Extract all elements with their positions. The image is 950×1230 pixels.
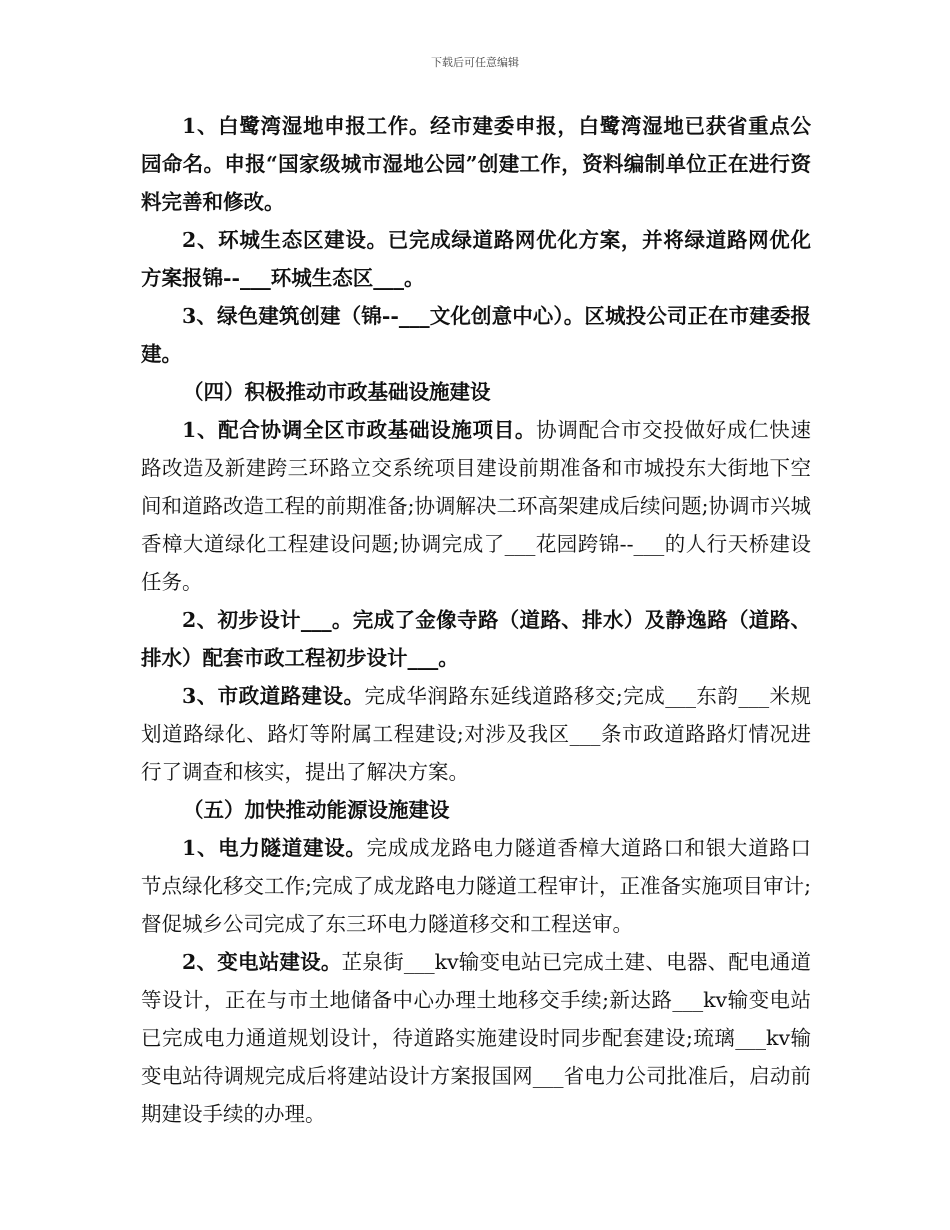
- paragraph-ring-ecological-zone: 2、环城生态区建设。已完成绿道路网优化方案，并将绿道路网优化方案报锦--___环城生态区___。: [141, 228, 811, 290]
- paragraph-green-building: 3、绿色建筑创建（锦--___文化创意中心）。区城投公司正在市建委报建。: [141, 304, 811, 366]
- paragraph-lead: 3、市政道路建设。: [182, 684, 365, 708]
- paragraph-lead: 1、电力隧道建设。: [182, 836, 367, 860]
- section-heading-municipal-infrastructure: （四）积极推动市政基础设施建设: [183, 380, 491, 404]
- paragraph-wetland-application: 1、白鹭湾湿地申报工作。经市建委申报，白鹭湾湿地已获省重点公园命名。申报“国家级城市湿地公园”创建工作，资料编制单位正在进行资料完善和修改。: [141, 114, 811, 214]
- paragraph-body: 芷泉街___kv输变电站已完成土建、电器、配电通道等设计，正在与市土地储备中心办理土地移交手续;新达路___kv输变电站已完成电力通道规划设计，待道路实施建设时同步配套建设;琉璃___kv输变电站待调规完成后将建站设计方案报国网___省电力公司批准后，启动前期建设手续的办理。: [141, 950, 811, 1126]
- page-header: 下载后可任意编辑: [431, 56, 519, 69]
- paragraph-body: 完成华润路东延线道路移交;完成___东韵___米规划道路绿化、路灯等附属工程建设;对涉及我区___条市政道路路灯情况进行了调查和核实，提出了解决方案。: [141, 684, 812, 784]
- paragraph-preliminary-design: 2、初步设计___。完成了金像寺路（道路、排水）及静逸路（道路、排水）配套市政工程初步设计___。: [141, 608, 811, 670]
- section-heading-energy-infrastructure: （五）加快推动能源设施建设: [183, 798, 450, 822]
- paragraph-power-tunnel: [141, 829, 811, 943]
- paragraph-lead: 2、变电站建设。: [182, 950, 342, 974]
- paragraph-body: 完成成龙路电力隧道香樟大道路口和银大道路口节点绿化移交工作;完成了成龙路电力隧道工程审计，正准备实施项目审计;督促城乡公司完成了东三环电力隧道移交和工程送审。: [141, 836, 812, 936]
- paragraph-municipal-roads: [141, 677, 811, 791]
- paragraph-coordination: [141, 411, 811, 601]
- document-body: [141, 107, 811, 1133]
- paragraph-substation: [141, 943, 811, 1133]
- paragraph-lead: 1、配合协调全区市政基础设施项目。: [182, 418, 537, 442]
- paragraph-body: 协调配合市交投做好成仁快速路改造及新建跨三环路立交系统项目建设前期准备和市城投东大街地下空间和道路改造工程的前期准备;协调解决二环高架建成后续问题;协调市兴城香樟大道绿化工程建设问题;协调完成了___花园跨锦--___的人行天桥建设任务。: [141, 418, 811, 594]
